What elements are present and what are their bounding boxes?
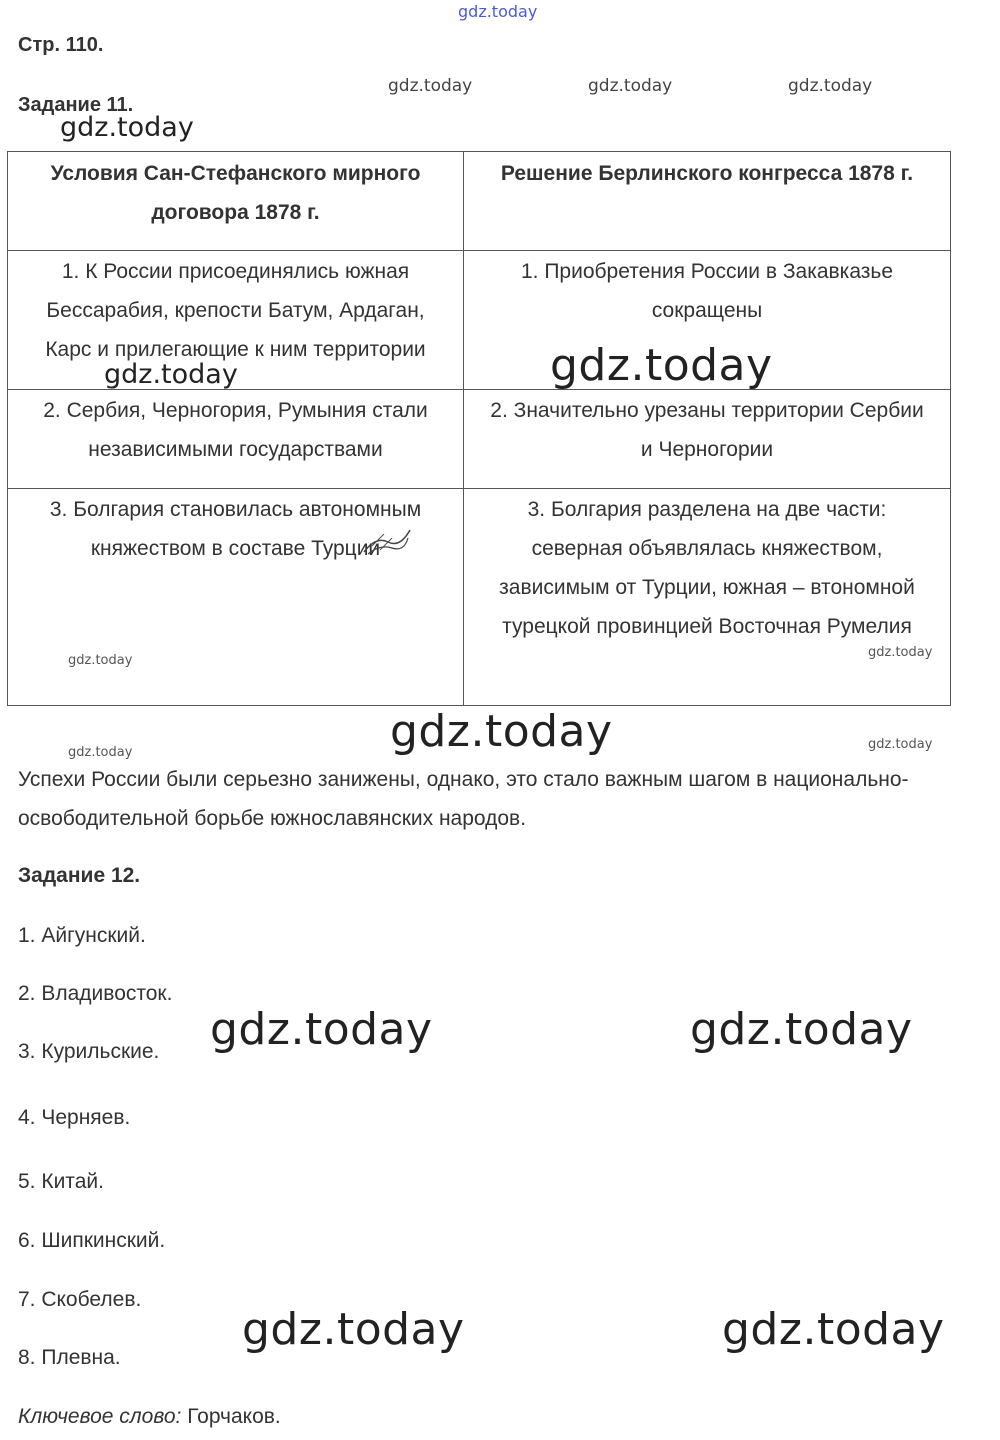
table-row <box>8 251 951 390</box>
stamp-mark-icon <box>362 526 412 558</box>
watermark: gdz.today <box>788 76 873 96</box>
keyword-value: Горчаков. <box>181 1405 281 1428</box>
watermark-top: gdz.today <box>458 2 538 21</box>
keyword-line <box>18 1402 281 1432</box>
list-item: 1. Айгунский. <box>18 924 146 947</box>
table-cell: 1. Приобретения России в Закавказье сокращены <box>464 251 951 390</box>
watermark: gdz.today <box>390 706 613 757</box>
watermark: gdz.today <box>242 1304 465 1355</box>
table-row <box>8 489 951 706</box>
task-11-conclusion: Успехи России были серьезно занижены, однако, это стало важным шагом в национально-освободительной борьбе южнославянских народов. <box>18 768 909 830</box>
watermark: gdz.today <box>388 76 473 96</box>
list-item: 8. Плевна. <box>18 1346 121 1369</box>
watermark: gdz.today <box>104 359 238 390</box>
task-12-title: Задание 12. <box>18 864 141 887</box>
watermark: gdz.today <box>722 1304 945 1355</box>
table-row <box>8 390 951 489</box>
keyword-label: Ключевое слово: <box>18 1405 182 1428</box>
list-item: 5. Китай. <box>18 1170 104 1193</box>
page-reference: Стр. 110. <box>18 34 104 56</box>
watermark: gdz.today <box>588 76 673 96</box>
table-header-cell: Условия Сан-Стефанского мирного договора 1878 г. <box>8 152 464 251</box>
table-cell: 3. Болгария разделена на две части: северная объявлялась княжеством, зависимым от Турции, южная – втономной турецкой провинцией Восточная Румелия <box>464 489 951 706</box>
list-item: 2. Владивосток. <box>18 982 173 1005</box>
list-item: 3. Курильские. <box>18 1040 160 1063</box>
watermark: gdz.today <box>868 645 933 660</box>
watermark: gdz.today <box>60 112 194 143</box>
table-cell: 2. Сербия, Черногория, Румыния стали независимыми государствами <box>8 390 464 489</box>
table-cell: 1. К России присоединялись южная Бессарабия, крепости Батум, Ардаган, Карс и прилегающие к ним территории <box>8 251 464 390</box>
table-header-cell: Решение Берлинского конгресса 1878 г. <box>464 152 951 251</box>
watermark: gdz.today <box>68 745 133 760</box>
table-cell: 3. Болгария становилась автономным княжеством в составе Турции <box>8 489 464 706</box>
table-header-row <box>8 152 951 251</box>
list-item: 7. Скобелев. <box>18 1288 142 1311</box>
comparison-table <box>7 151 951 706</box>
task-11-title: Задание 11. <box>18 94 134 116</box>
watermark: gdz.today <box>68 653 133 668</box>
watermark: gdz.today <box>868 737 933 752</box>
table-cell: 2. Значительно урезаны территории Сербии и Черногории <box>464 390 951 489</box>
watermark: gdz.today <box>210 1004 433 1055</box>
list-item: 4. Черняев. <box>18 1106 131 1129</box>
list-item: 6. Шипкинский. <box>18 1229 166 1252</box>
watermark: gdz.today <box>690 1004 913 1055</box>
watermark: gdz.today <box>550 340 773 391</box>
